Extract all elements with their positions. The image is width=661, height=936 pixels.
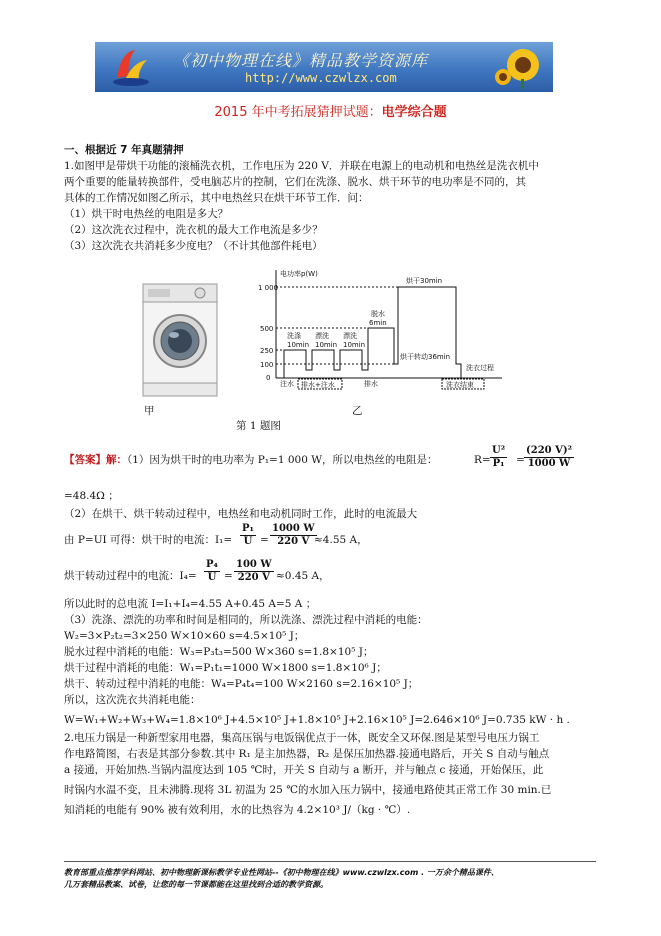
label-spin: 脱水 — [371, 310, 385, 318]
answer-3-line-4: 烘干过程中消耗的电能：W₁=P₁t₁=1000 W×1800 s=1.8×10⁶ J； — [64, 662, 387, 674]
answer-3-line-5: 烘干、转动过程中消耗的电能：W₄=P₄t₄=100 W×2160 s=2.16×10⁵ J； — [64, 678, 419, 690]
label-rinse-1: 漂洗 — [315, 332, 329, 340]
formula-i4-eq: = — [224, 570, 233, 582]
q1-question-3: （3）这次洗衣共消耗多少度电？（不计其他部件耗电） — [64, 240, 323, 252]
footer-line-2: 几万套精品教案、试卷，让您的每一节课都能在这里找到合适的教学资源。 — [64, 880, 328, 889]
q2-line-4: 时锅内水温不变，且未沸腾.现将 3L 初温为 25 ℃的水加入压力锅中，接通电路使其正常工作 30 min.已 — [64, 784, 552, 796]
q1-line-3: 具体的工作情况如图乙所示，其中电热丝只在烘干环节工作．问： — [64, 192, 369, 204]
y-tick-1000: 1 000 — [258, 284, 279, 292]
label-dry-rotate: 烘干转动36min — [400, 353, 451, 361]
y-tick-500: 500 — [260, 325, 274, 333]
label-drain-water: 排水+注水 — [301, 381, 335, 389]
sunflower-icon — [493, 45, 547, 89]
formula-i1-frac-2: $\frac{1000 W}{220 V}$ — [272, 523, 315, 547]
label-rinse-2: 漂洗 — [343, 332, 357, 340]
section-heading: 一、根据近 7 年真题猜押 — [64, 144, 184, 156]
y-tick-250: 250 — [260, 347, 274, 355]
power-time-chart — [256, 266, 506, 400]
answer-2-line-1: （2）在烘干、烘干转动过程中，电热丝和电动机同时工作，此时的电流最大 — [64, 508, 418, 520]
y-tick-100: 100 — [260, 361, 274, 369]
answer-2-line-2: 由 P=UI 可得：烘干时的电流：I₁= — [64, 534, 233, 546]
q1-line-2: 两个重要的能量转换部件，受电脑芯片的控制，它们在洗涤、脱水、烘干环节的电功率是不同的，其 — [64, 176, 526, 188]
answer-r-result: =48.4Ω ； — [64, 490, 119, 502]
q1-question-2: （2）这次洗衣过程中，洗衣机的最大工作电流是多少？ — [64, 224, 323, 236]
banner-title: 《初中物理在线》精品教学资源库 — [173, 51, 429, 70]
label-spin-time: 6min — [369, 319, 387, 327]
answer-2-line-4: 所以此时的总电流 I=I₁+I₄=4.55 A+0.45 A=5 A ； — [64, 598, 317, 610]
banner-url[interactable]: http://www.czwlzx.com — [245, 71, 397, 85]
formula-i4-frac-2: $\frac{100 W}{220 V}$ — [236, 559, 272, 583]
formula-r-eq: = — [516, 454, 525, 466]
formula-r-frac-1: $\frac{\text{U²}}{\text{P₁}}$ — [492, 445, 506, 469]
site-logo-icon — [107, 46, 153, 88]
label-yi: 乙 — [352, 405, 363, 417]
q2-line-3: a 接通，开始加热.当锅内温度达到 105 ℃时，开关 S 自动与 a 断开，并与触点 c 接通，开始保压，此 — [64, 764, 544, 776]
answer-3-line-6: 所以，这次洗衣共消耗电能： — [64, 694, 201, 706]
label-drain: 排水 — [364, 380, 378, 388]
formula-i1-result: ≈4.55 A， — [314, 534, 368, 546]
label-end: 洗衣结束 — [446, 381, 474, 389]
figure-caption: 第 1 题图 — [236, 420, 281, 432]
page-title: 2015 年中考拓展猜押试题：电学综合题 — [214, 105, 447, 120]
formula-r-frac-2: $\frac{\text{(220 V)²}}{1000 W}$ — [526, 445, 572, 469]
q2-line-2: 作电路简图，右表是其部分参数.其中 R₁ 是主加热器，R₂ 是保压加热器.接通电路后，开关 S 自动与触点 — [64, 748, 550, 760]
q1-question-1: （1）烘干时电热丝的电阻是多大？ — [64, 208, 229, 220]
formula-i4-result: ≈0.45 A， — [276, 570, 330, 582]
y-axis-label: 电功率p(W) — [280, 270, 318, 278]
answer-3-line-3: 脱水过程中消耗的电能：W₃=P₃t₃=500 W×360 s=1.8×10⁵ J； — [64, 646, 374, 658]
label-process: 洗衣过程 — [466, 364, 494, 372]
label-wash: 洗涤 — [287, 332, 301, 340]
formula-i1-eq: = — [260, 534, 269, 546]
formula-i4-frac-1: $\frac{\text{P₄}}{U}$ — [206, 559, 218, 583]
formula-i1-frac-1: $\frac{\text{P₁}}{U}$ — [242, 523, 254, 547]
washing-machine-image — [142, 283, 218, 397]
label-dry-30min: 烘干30min — [406, 277, 443, 285]
label-wash-time: 10min — [287, 341, 310, 349]
label-rinse-1-time: 10min — [315, 341, 338, 349]
label-jia: 甲 — [144, 405, 155, 417]
footer-line-1: 教育部重点推荐学科网站、初中物理新课标教学专业性网站--《初中物理在线》www.czwlzx.com . 一万余个精品课件、 — [64, 868, 499, 877]
q2-line-5: 知消耗的电能有 90% 被有效利用，水的比热容为 4.2×10³ J/（kg · ℃）. — [64, 804, 411, 816]
q1-line-1: 1.如图甲是带烘干功能的滚桶洗衣机，工作电压为 220 V．并联在电源上的电动机和电热丝是洗衣机中 — [64, 160, 539, 172]
answer-3-line-1: （3）洗涤、漂洗的功率和时间是相同的，所以洗涤、漂洗过程中消耗的电能： — [64, 614, 428, 626]
q2-line-1: 2.电压力锅是一种新型家用电器，集高压锅与电饭锅优点于一体，既安全又环保.图是某型号电压力锅工 — [64, 732, 540, 744]
footer-divider — [64, 861, 596, 862]
label-rinse-2-time: 10min — [343, 341, 366, 349]
answer-line-1: 【答案】解：（1）因为烘干时的电功率为 P₁=1 000 W，所以电热丝的电阻是： — [64, 454, 438, 466]
label-water-in: 注水 — [280, 380, 294, 388]
site-banner — [95, 42, 553, 92]
page-footer — [64, 867, 624, 891]
answer-3-line-2: W₂=3×P₂t₂=3×250 W×10×60 s=4.5×10⁵ J； — [64, 630, 305, 642]
answer-2-line-3: 烘干转动过程中的电流：I₄= — [64, 570, 197, 582]
answer-3-line-7: W=W₁+W₂+W₃+W₄=1.8×10⁶ J+4.5×10⁵ J+1.8×10⁵ J+2.16×10⁵ J=2.646×10⁶ J=0.735 kW · h . — [64, 714, 570, 726]
formula-r-lhs: R= — [474, 454, 491, 466]
y-tick-0: 0 — [266, 374, 271, 382]
